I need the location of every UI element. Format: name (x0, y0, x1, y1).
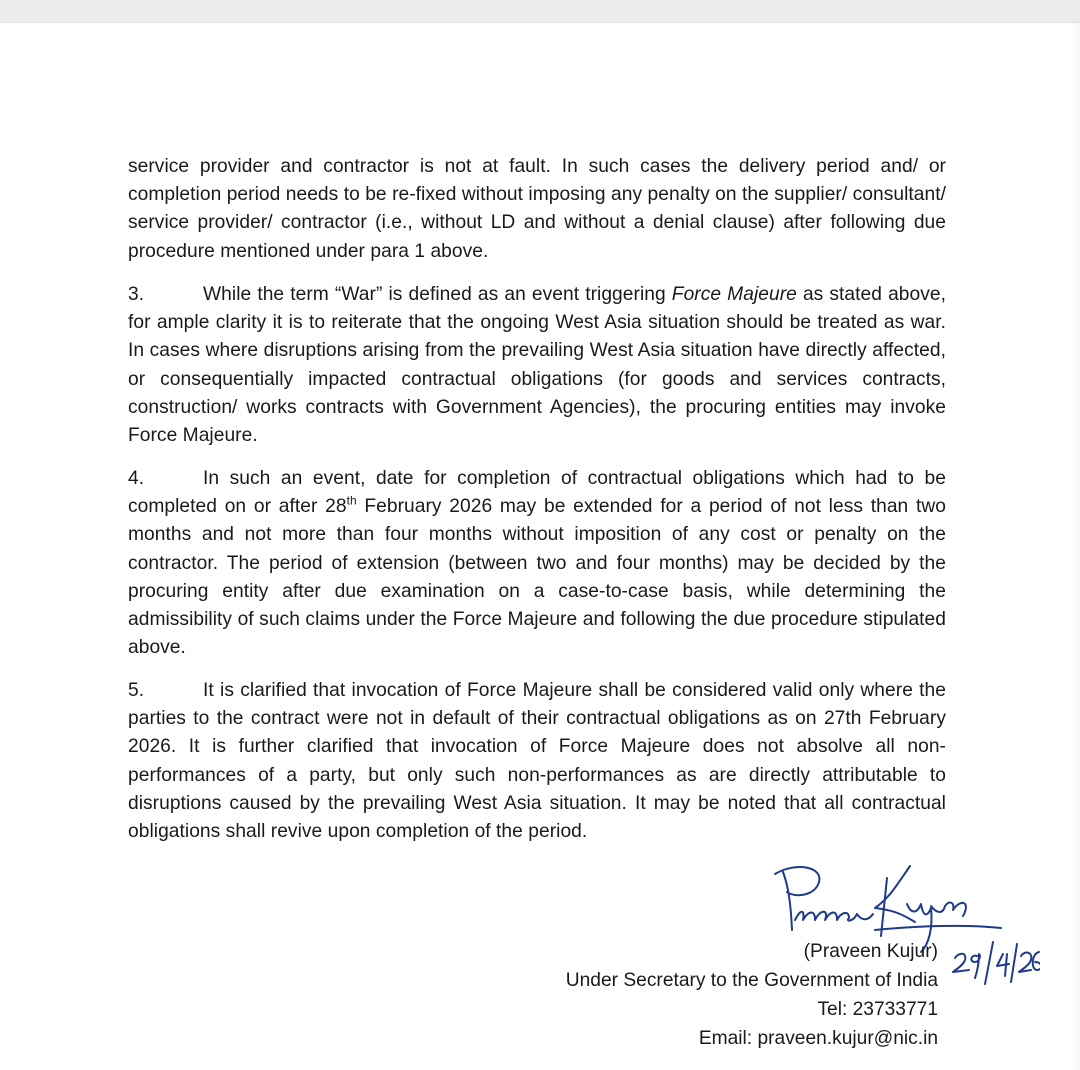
paragraph-5-number: 5. (128, 680, 145, 701)
viewer-top-strip (0, 0, 1080, 22)
paragraph-2-continuation (128, 153, 946, 266)
signatory-designation: Under Secretary to the Government of India (565, 970, 938, 991)
paragraph-3-italic-term: Force Majeure (671, 284, 797, 305)
paragraph-5-text: It is clarified that invocation of Force Majeure shall be considered valid only where the parties to the contract were not in default of their contractual obligations as on 27th February 2026. It is further clarified that invocation of Force Majeure does not absolve all non-performances of a party, but only such non-performances as are directly attributable to disruptions caused by the prevailing West Asia situation. It may be noted that all contractual obligations shall revive upon completion of the period. (128, 680, 946, 843)
paragraph-3-text-end: as stated above, for ample clarity it is to reiterate that the ongoing West Asia situation should be treated as war. In cases where disruptions arising from the prevailing West Asia situation have directly affected, or consequentially impacted contractual obligations (for goods and services contracts, construction/ works contracts with Government Agencies), the procuring entities may invoke Force Majeure. (128, 284, 946, 447)
paragraph-3-text-start: While the term “War” is defined as an event triggering (203, 284, 672, 305)
signatory-name: (Praveen Kujur) (803, 941, 938, 962)
paragraph-4-text-end: February 2026 may be extended for a period of not less than two months and not more than four months without imposition of any cost or penalty on the contractor. The period of extension (between two and four months) may be decided by the procuring entity after due examination on a case-to-case basis, while determining the admissibility of such claims under the Force Majeure and following the due procedure stipulated above. (128, 496, 946, 659)
paragraph-3 (128, 281, 946, 450)
paragraph-5 (128, 677, 946, 846)
paragraph-4-number: 4. (128, 468, 145, 489)
signatory-email: Email: praveen.kujur@nic.in (698, 1028, 938, 1049)
page-edge-shadow (1070, 22, 1080, 1070)
paragraph-2-text: service provider and contractor is not at fault. In such cases the delivery period and/ or completion period needs to be re-fixed without imposing any penalty on the supplier/ consultant/ service provider/ contractor (i.e., without LD and without a denial clause) after following due procedure mentioned under para 1 above. (128, 156, 946, 262)
paragraph-4-text-start: In such an event, date for completion of contractual obligations which had to be completed on or after 28 (128, 468, 946, 518)
paragraph-4-superscript: th (346, 493, 357, 508)
paragraph-3-number: 3. (128, 284, 145, 305)
signatory-telephone: Tel: 23733771 (817, 999, 938, 1020)
paragraph-4 (128, 465, 946, 662)
